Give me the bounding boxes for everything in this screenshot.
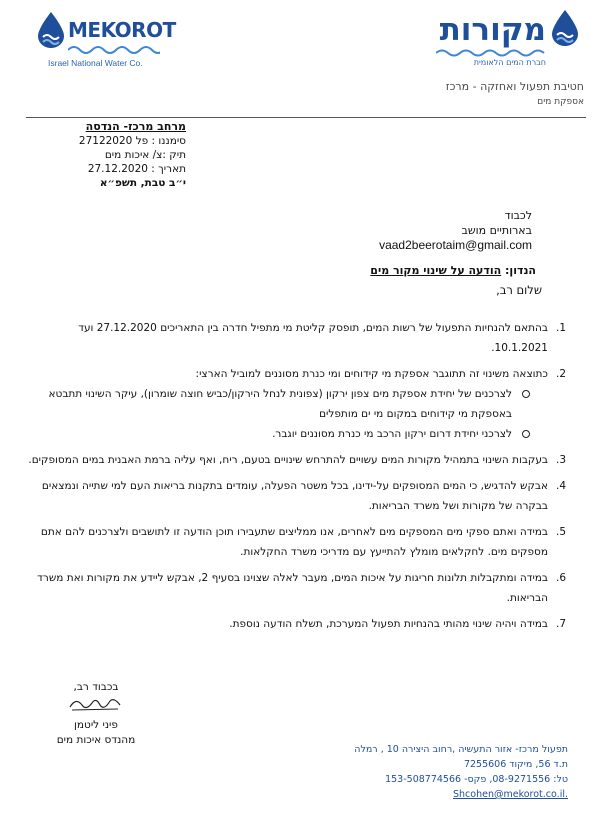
item-text: במידה ויהיה שינוי מהותי בהנחיות תפעול המערכת, תשלח הודעה נוספת. [229, 618, 548, 630]
letter-meta [72, 120, 186, 190]
item-number: 5. [555, 526, 566, 538]
item-text: בעקבות השינוי בתמהיל מקורות המים עשויים להתרחש שינויים בטעם, ריח, ואף עליה ברמת האבנית במים המסופקים. [28, 454, 548, 466]
recipient-name: בארותיים מושב [461, 224, 532, 237]
footer-address: תפעול מרכז- אזור התעשיה ,רחוב היצירה 10 , רמלה [354, 744, 568, 755]
sub-list-item [26, 384, 548, 424]
sub-item-text: לצרכני יחידת דרום ירקון הרכב מי כנרת מסוננים יוגבר. [272, 428, 512, 440]
brand-name-en: MEKOROT [68, 18, 176, 42]
circle-bullet-icon [522, 390, 530, 398]
mekorot-logo-he [416, 6, 586, 74]
item-number: 7. [555, 618, 566, 630]
tagline-he: חברת המים הלאומית [473, 58, 546, 67]
item-text: בהתאם להנחיות התפעול של רשות המים, תופסק קליטת מי מתפיל חדרה בין התאריכים 27.12.2020 ועד 10.1.2021. [78, 322, 548, 354]
list-item [26, 364, 566, 444]
list-item [26, 568, 566, 608]
file-reference: תיק :צ/ איכות מים [104, 149, 186, 161]
header-divider [26, 117, 586, 118]
recipient-salutation: לכבוד [504, 209, 532, 222]
recipient-email[interactable]: vaad2beerotaim@gmail.com [379, 238, 532, 252]
signer-title: מהנדס איכות מים [56, 734, 136, 746]
item-number: 4. [555, 480, 566, 492]
item-text: כתוצאה משינוי זה תתוגבר אספקת מי קידוחים ומי כנרת מסוננים למוביל הארצי: [195, 368, 548, 380]
item-number: 1. [555, 322, 566, 334]
item-number: 3. [555, 454, 566, 466]
closing: בכבוד רב, [73, 681, 119, 693]
region-heading: מרחב מרכז- הנדסה [85, 120, 186, 133]
footer-email[interactable]: .Shcohen@mekorot.co.il [453, 789, 568, 800]
footer-pobox: ת.ד 56, מיקוד 7255606 [463, 759, 568, 770]
water-drop-icon [34, 10, 68, 50]
list-item [26, 522, 566, 562]
reference-number: סימננו : פל 27122020 [78, 135, 186, 147]
list-item [26, 450, 566, 470]
mekorot-logo-en [34, 8, 176, 68]
list-item [26, 318, 566, 358]
wave-decoration-icon [436, 48, 546, 58]
list-item [26, 614, 566, 634]
item-text: במידה ומתקבלות תלונות חריגות על איכות המים, מעבר לאלה שצוינו בסעיף 2, אבקש ליידע את מקורות ואת משרד הבריאות. [37, 572, 548, 604]
recipient-block [379, 208, 532, 253]
letter-body [26, 318, 566, 640]
signer-name: פיני ליטמן [74, 719, 118, 731]
signature-block [36, 680, 156, 748]
footer-phones: טל: 08-9271556, פקס- 153-508774566 [385, 774, 568, 785]
list-item [26, 476, 566, 516]
subdepartment-name: אספקת מים [537, 97, 584, 107]
item-text: אבקש להדגיש, כי המים המסופקים על-ידינו, בכל משטר הפעלה, עומדים בתקנות בריאות העם למי שתייה ונמצאים בבקרה של מקורות ושל משרד הבריאות. [41, 480, 548, 512]
department-name: חטיבת תפעול ואחזקה - מרכז [445, 80, 584, 93]
footer-contact [268, 742, 568, 802]
brand-name-he: מקורות [439, 12, 546, 48]
item-number: 6. [555, 572, 566, 584]
subject-label: הנדון: [505, 264, 536, 277]
letter-date: תאריך : 27.12.2020 [87, 163, 186, 175]
hebrew-date: י״ב טבת, תשפ״א [99, 177, 186, 189]
circle-bullet-icon [522, 430, 530, 438]
item-number: 2. [555, 368, 566, 380]
water-drop-icon [548, 8, 582, 48]
wave-decoration-icon [68, 44, 160, 56]
handwritten-signature-icon [66, 695, 126, 713]
sub-item-text: לצרכנים של יחידת אספקת מים צפון ירקון (צפונית לנחל הירקון/כביש חוצה שומרון), עיקר השינוי תתבטא באספקת מי קידוחים במקום מי ים מותפלים [48, 388, 512, 420]
tagline-en: Israel National Water Co. [48, 58, 143, 68]
subject-text: הודעה על שינוי מקור מים [370, 264, 502, 277]
greeting: שלום רב, [496, 283, 542, 297]
item-text: במידה ואתם ספקי מים המספקים מים לאחרים, אנו ממליצים שתעבירו תוכן הודעה זו לתושבים ולצרכנים להם אתם מספקים מים. לחקלאים מומלץ להתייעץ עם מדריכי משרד החקלאות. [40, 526, 548, 558]
sub-list-item [26, 424, 548, 444]
subject-line [370, 264, 536, 277]
